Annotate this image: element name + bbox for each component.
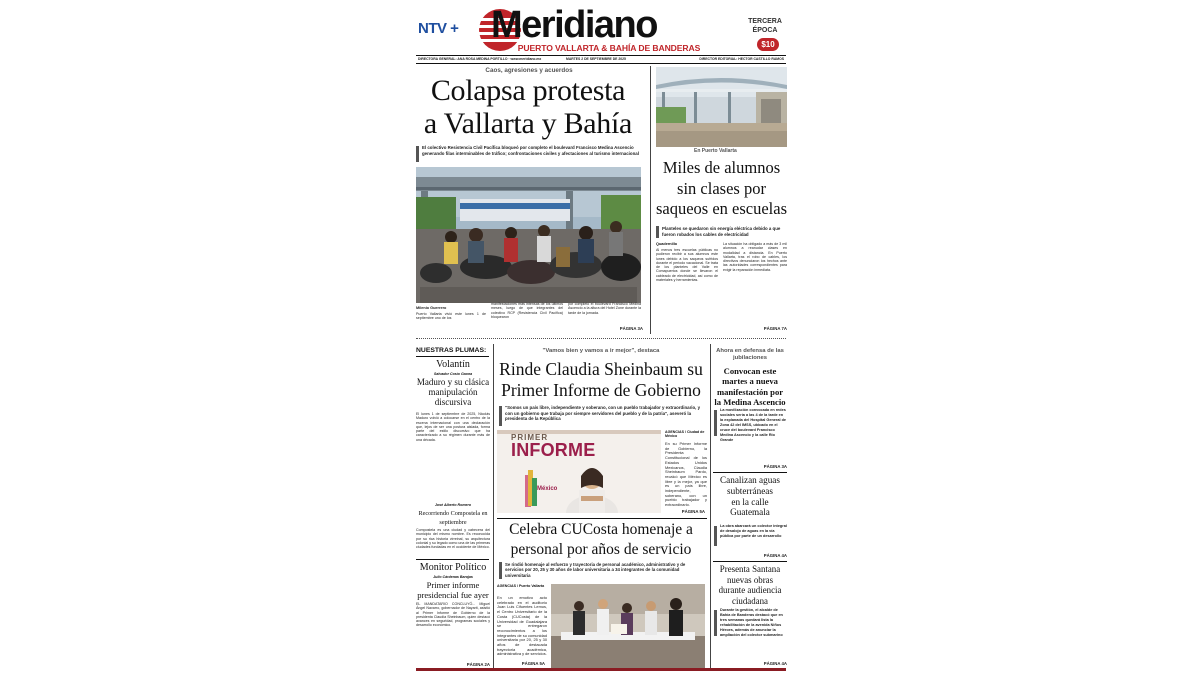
schools-headline[interactable] (653, 158, 790, 220)
strip-date: MARTES 2 DE SEPTIEMBRE DE 2025 (566, 57, 626, 61)
sheinbaum-byline: AGENCIAS / Ciudad de México (665, 430, 705, 439)
right-h2-deck-bar (714, 526, 717, 546)
right-h1-line-3: manifestación por (716, 386, 784, 397)
lead-deck-bar (416, 146, 419, 162)
sheinbaum-photo (497, 430, 661, 513)
newspaper-front-page (413, 6, 789, 672)
lead-page-ref[interactable]: PÁGINA 3A (619, 326, 643, 331)
masthead-strip (416, 56, 786, 62)
schools-headline-line-3: saqueos en escuelas (655, 199, 788, 218)
sheinbaum-kicker: "Vamos bien y vamos a ir mejor", destaca (542, 348, 660, 354)
pens-col3-author: Julio Cárdenas Barajas (433, 575, 473, 579)
sheinbaum-page-ref[interactable]: PÁGINA 5A (681, 509, 705, 514)
cucosta-headline-line-1: Celebra CUCosta homenaje a (509, 521, 693, 538)
sheinbaum-deck-bar (499, 406, 502, 426)
right-h1-headline[interactable] (713, 366, 787, 408)
ntv-label: NTV + (418, 20, 459, 37)
right-h3-line-3: durante audiencia (718, 585, 782, 596)
pens-header: NUESTRAS PLUMAS: (416, 347, 487, 354)
lead-body-col-2: manifestaciones más intensas de los últimos meses, luego de que integrantes del colectivo RCP (Resistencia Civil Pacífica) bloquearon (491, 302, 563, 319)
protest-scene-image (416, 167, 641, 303)
pens-col2-author: José Alberto Romero (434, 503, 472, 507)
pens-col1-text: El lunes 1 de septiembre de 2025, Nicolás Maduro volvió a colocarse en el centro de la escena internacional con una declaración que, lejos de ser una postura aislada, forma parte del estilo discursivo que ha caracterizado a su régimen durante más de una década. (416, 412, 490, 442)
pens-col1-author: Salvador Cosío Gaona (433, 372, 473, 376)
pens-page-ref[interactable]: PÁGINA 2A (466, 662, 490, 667)
price-value: $10 (761, 40, 775, 49)
schools-deck-bar (656, 226, 659, 238)
sheinbaum-headline-line-1: Rinde Claudia Sheinbaum su (499, 359, 703, 379)
informe-title-primer: PRIMER (511, 433, 549, 442)
lead-body-col-3: por completo el boulevard Francisco Medina Ascencio a la altura del Hotel Zone durante la tarde de la jornada. (568, 302, 641, 315)
masthead-subtitle: PUERTO VALLARTA & BAHÍA DE BANDERAS (517, 43, 701, 53)
right-h2-page-ref[interactable]: PÁGINA 4A (763, 553, 787, 558)
right-divider-1 (713, 472, 787, 473)
cucosta-headline-line-2: personal por años de servicio (510, 541, 692, 558)
schools-body-col-2: La situación ha obligado a más de 3 mil alumnos a reanudar clases en modalidad a distancia. En Puerto Vallarta, tras el robo de cables, los directivos denunciaron los hechos ante las autoridades correspondientes para exigir la reparación inmediata. (723, 242, 787, 272)
schools-photo (656, 67, 787, 147)
right-h2-line-4: Guatemala (730, 507, 770, 518)
right-divider-2 (713, 561, 787, 562)
right-h1-line-4: la Medina Ascencio (714, 397, 786, 408)
pens-col3-name: Monitor Político (419, 562, 487, 573)
ntv-logo[interactable] (418, 20, 470, 40)
section-dotted-divider (416, 338, 786, 339)
sheinbaum-deck: "Somos un país libre, independiente y soberano, con un pueblo trabajador y extraordinario, y con un gobierno que trabaja por siempre servidores del pueblo y de la patria", aseveró la presidenta de la República (505, 405, 701, 422)
schools-deck: Planteles se quedaron sin energía eléctrica debido a que fueron robados los cables de electricidad (662, 226, 781, 237)
right-h2-headline[interactable] (713, 475, 787, 518)
lead-deck: El colectivo Resistencia Civil Pacífica bloqueó por completo el boulevard Francisco Medina Ascencio generando filas interminables de tráfico; confrontaciones civiles y afectaciones al turismo internacional (422, 145, 639, 156)
schools-page-ref[interactable]: PÁGINA 7A (763, 326, 787, 331)
right-h3-deck: Durante la gestión, el alcalde de Bahía de Banderas destacó que en tres semanas quedará lista la rehabilitación de la avenida Niños Héroes, además de anunciar la ampliación del colector submarino (720, 608, 783, 637)
right-kicker: Ahora en defensa de las jubilaciones (716, 348, 784, 361)
right-h1-deck: La movilización convocada en redes sociales sería a las 4 de la tarde en la explanada del Hospital General de Zona 42 del IMSS, ubicado en el cruce del boulevard Francisco Medina Ascencio y la calle Río Grande (720, 408, 787, 442)
lead-kicker: Caos, agresiones y acuerdos (485, 67, 573, 74)
pens-col2-text: Compostela es una ciudad y cabecera del municipio del mismo nombre. Es reconocida por su rica historia virreinal, su arquitectura colonial y su legado como una de las primeras ciudades fundadas en el occidente de México. (416, 528, 490, 550)
epoch-line-1: TERCERA (748, 18, 782, 25)
right-h3-deck-bar (714, 610, 717, 636)
epoch-line-2: ÉPOCA (752, 27, 778, 34)
right-h3-line-1: Presenta Santana (719, 564, 781, 574)
schools-body-col-1: Al menos tres escuelas públicas no pudieron recibir a sus alumnos este lunes debido a los saqueos sufridos durante el periodo vacacional. Se trata de los planteles del Valle en Comapuertos donde se llevaron el cableado de electricidad, así como de materiales y herramientas. (656, 248, 718, 283)
cucosta-page-ref[interactable]: PÁGINA 5A (521, 661, 545, 666)
strip-left: DIRECTORA GENERAL: ANA ROSA MEDINA PORTILLO · www.meridiano.mx (418, 57, 542, 61)
sheinbaum-headline[interactable] (494, 359, 708, 401)
right-h2-line-1: Canalizan aguas (720, 475, 780, 485)
pens-col3-title[interactable]: Primer informe presidencial fue ayer (417, 580, 489, 600)
sheinbaum-headline-line-2: Primer Informe de Gobierno (501, 380, 701, 400)
pens-divider (416, 559, 489, 560)
lead-headline-line-2: a Vallarta y Bahía (423, 107, 633, 140)
lead-photo-protest (416, 167, 641, 303)
schools-byline: Quadernillo (656, 242, 678, 246)
epoch-label (743, 17, 787, 35)
right-h3-line-2: nuevas obras (726, 574, 774, 585)
right-h3-page-ref[interactable]: PÁGINA 4A (763, 661, 787, 666)
cucosta-ceremony-image (551, 584, 705, 668)
right-h1-line-2: martes a nueva (722, 376, 778, 387)
pens-col3-text: EL MANDATARIO CONCLUYÓ... Miguel Ángel Navarro, gobernador de Nayarit, asistió al Primer Informe de Gobierno de la presidenta Claudia Sheinbaum, quien destacó avances en seguridad, programas sociales y desarrollo económico. (416, 602, 490, 628)
cucosta-body: En un emotivo acto celebrado en el auditorio Juan Luis Cifuentes Lemus, el Centro Universitario de la Costa (CUCosta) de la Universidad de Guadalajara se entregaron reconocimientos a los integrantes de su comunidad universitaria por 20, 25 y 30 años de destacada trayectoria académica, administrativa y de servicios. (497, 595, 547, 657)
cucosta-photo (551, 584, 705, 668)
pens-col2-title[interactable]: Recorriendo Compostela en septiembre (418, 510, 488, 526)
right-column-divider (710, 344, 711, 670)
schools-label: En Puerto Vallarta (694, 148, 737, 154)
schools-headline-line-1: Miles de alumnos (662, 158, 781, 177)
sheinbaum-body: En su Primer Informe de Gobierno, la Presidenta Constitucional de los Estados Unidos Mexicanos, Claudia Sheinbaum Pardo, recalcó que México es libre y la mejor, ya que es un país libre, independiente, soberano, con un pueblo trabajador y extraordinario. (665, 441, 707, 508)
pens-header-rule (416, 356, 489, 357)
masthead-title[interactable]: Meridiano (491, 4, 657, 46)
lead-body-col-1: Puerto Vallarta vivió este lunes 1 de septiembre uno de los (416, 312, 486, 321)
schools-headline-line-2: sin clases por (677, 178, 766, 198)
lead-headline[interactable] (413, 74, 643, 140)
right-h3-headline[interactable] (713, 564, 787, 606)
right-h2-line-3: en la calle (731, 496, 769, 507)
cucosta-headline[interactable] (494, 520, 708, 560)
informe-mexico-logo: México (537, 486, 558, 492)
top-column-divider (650, 66, 651, 334)
school-courtyard-image (656, 67, 787, 147)
price-badge (757, 38, 779, 51)
cucosta-byline: AGENCIAS / Puerto Vallarta (497, 584, 545, 588)
lead-photo-credit: Milenio Guerrero (416, 306, 447, 310)
right-h3-line-4: ciudadana (732, 595, 768, 606)
pens-col1-name: Volantín (436, 359, 470, 370)
cucosta-deck-bar (499, 562, 502, 579)
right-h2-line-2: subterráneas (727, 485, 773, 496)
informe-title-informe: INFORME (511, 440, 596, 460)
right-h1-line-1: Convocan este (723, 366, 777, 376)
masthead-rule-bottom (416, 63, 786, 64)
strip-right: DIRECTOR EDITORIAL: HECTOR CASTILLO RAMOS (699, 57, 784, 61)
right-h1-deck-bar (714, 410, 717, 436)
footer-accent-bar (416, 668, 786, 671)
cucosta-deck: Se rindió homenaje al esfuerzo y trayectoria de personal académico, administrativo y de servicios por 20, 25 y 30 años de labor universitaria a 34 integrantes de la comunidad universitaria (505, 562, 686, 578)
sheinbaum-bottom-rule (497, 518, 707, 519)
lead-headline-line-1: Colapsa protesta (430, 74, 626, 107)
right-h1-page-ref[interactable]: PÁGINA 3A (763, 464, 787, 469)
right-h2-deck: La obra abarcará un colector integral de desalojo de aguas en la vía pública por parte de un desarrollo (720, 524, 787, 538)
pens-col1-title[interactable]: Maduro y su clásica manipulación discursiva (416, 377, 490, 408)
